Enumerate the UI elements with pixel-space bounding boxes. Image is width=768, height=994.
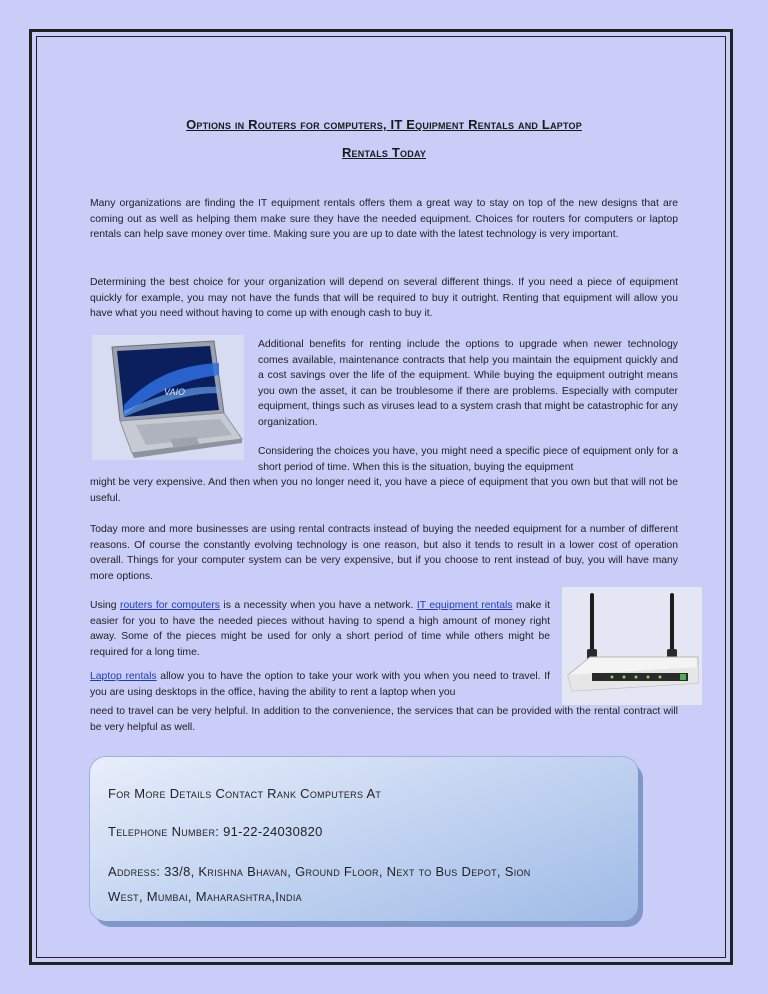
- laptop-brand-label: VAIO: [164, 387, 186, 397]
- it-equipment-rentals-link[interactable]: IT equipment rentals: [416, 600, 513, 611]
- title-line-1: Options in Routers for computers, IT Equipment Rentals and Laptop: [186, 117, 582, 132]
- paragraph-laptop-rentals: [90, 669, 550, 700]
- contact-phone: Telephone Number: 91-22-24030820: [108, 824, 323, 839]
- title-line-2: Rentals Today: [341, 145, 427, 160]
- paragraph-benefits: Additional benefits for renting include the options to upgrade when newer technology comes available, maintenance contracts that help you maintain the equipment quickly and a cost savings over the life of the equipment. While buying the equipment outright means you own the asset, it can be troublesome if there are problems. Especially with computer equipment, things such as viruses lead to a system crash that might be catastrophic for any organization.: [258, 339, 678, 428]
- paragraph-routers: [90, 598, 550, 660]
- paragraph-considering-cont: might be very expensive. And then when you no longer need it, you have a piece of equipment that you own but that will not be useful.: [90, 477, 678, 504]
- contact-address-line-1: Address: 33/8, Krishna Bhavan, Ground Floor, Next to Bus Depot, Sion: [108, 864, 531, 879]
- contact-address-line-2: West, Mumbai, Maharashtra,India: [108, 889, 302, 904]
- laptop-image: [92, 335, 244, 460]
- paragraph-intro: Many organizations are finding the IT equipment rentals offers them a great way to stay on top of the new designs that are coming out as well as helping them make sure they have the needed equipment. Choices for routers for computers or laptop rentals can help save money over time. Making sure you are up to date with the latest technology is very important.: [90, 198, 678, 241]
- paragraph-considering: Considering the choices you have, you might need a specific piece of equipment only for a short period of time. When this is the situation, buying the equipment: [258, 446, 678, 473]
- paragraph-laptop-rentals-cont: need to travel can be very helpful. In addition to the convenience, the services that can be provided with the rental contract will be very helpful as well.: [90, 706, 678, 733]
- laptop-rentals-text: allow you to have the option to take your work with you when you need to travel. If you are using desktops in the office, having the ability to rent a laptop when you: [90, 671, 551, 698]
- routers-for-computers-link[interactable]: routers for computers: [120, 600, 220, 611]
- document-title: [90, 111, 678, 167]
- paragraph-choice: Determining the best choice for your organization will depend on several different things. If you need a piece of equipment quickly for example, you may not have the funds that will be required to buy it outright. Renting that equipment will allow you have what you need without having to come up with enough cash to buy it.: [90, 277, 678, 320]
- contact-box: [90, 757, 638, 921]
- paragraph-businesses: Today more and more businesses are using rental contracts instead of buying the needed equipment for a number of different reasons. Of course the constantly evolving technology is one reason, but also it tends to result in a lower cost of operation overall. Things for your computer system can be very expensive, but if you choose to rent instead of buy, you will have many more options.: [90, 524, 678, 582]
- laptop-rentals-link[interactable]: Laptop rentals: [90, 671, 157, 682]
- contact-heading: For More Details Contact Rank Computers At: [108, 786, 382, 801]
- routers-text-pre: Using: [90, 600, 121, 611]
- routers-text-mid: is a necessity when you have a network.: [219, 600, 417, 611]
- routers-text-post: make it easier for you to have the needed pieces without having to spend a high amount of money right away. Some of the pieces might be used for only a short period of time while others might be required for a long time.: [90, 600, 551, 658]
- router-image: [562, 587, 702, 705]
